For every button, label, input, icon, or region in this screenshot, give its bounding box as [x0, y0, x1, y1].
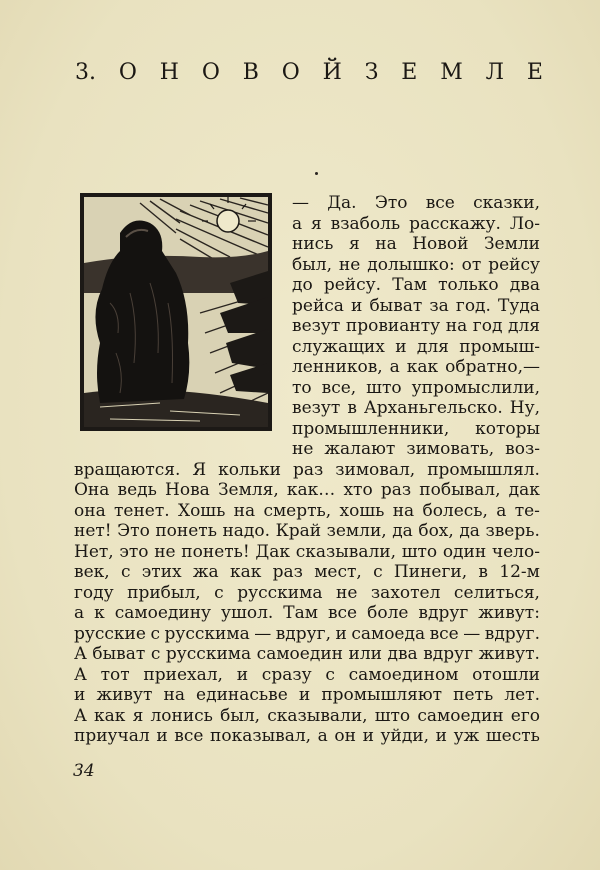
- text-line: А тот приехал, и сразу с самоедином отошли: [74, 664, 540, 685]
- text-line: году прибыл, с русскима не захотел селиться,: [74, 582, 540, 603]
- chapter-title-letter: Е: [526, 60, 543, 85]
- text-line: она тенет. Хошь на смерть, хошь на болесь, а те-: [74, 500, 540, 521]
- text-line: ленников, а как обратно,—: [292, 357, 540, 377]
- text-line: нет! Это понеть надо. Край земли, да бох, да зверь.: [74, 521, 540, 541]
- text-line: везут провианту на год для: [292, 316, 540, 336]
- text-line: а я взаболь расскажу. Ло-: [292, 213, 540, 234]
- chapter-title-letter: О: [281, 60, 300, 85]
- text-line: не жалают зимовать, воз-: [292, 439, 540, 459]
- woodcut-figure-in-snow-with-sun-icon: [80, 193, 272, 431]
- text-line: нись я на Новой Земли: [292, 234, 540, 254]
- chapter-title-letter: 3.: [75, 60, 96, 85]
- text-line: вращаются. Я кольки раз зимовал, промышлял.: [74, 459, 540, 480]
- chapter-title-letter: В: [242, 60, 259, 85]
- chapter-title-letter: З: [364, 60, 379, 85]
- text-line: промышленники, которы: [292, 418, 540, 439]
- text-line: а к самоедину ушол. Там все боле вдруг живут:: [74, 603, 540, 623]
- text-line: Нет, это не понеть! Дак сказывали, што один чело-: [74, 541, 540, 562]
- ornament-dot: [315, 172, 318, 175]
- chapter-title-letter: Н: [159, 60, 179, 85]
- text-line: век, с этих жа как раз мест, с Пинеги, в 12-м: [74, 562, 540, 582]
- text-line: А быват с русскима самоедин или два вдруг живут.: [74, 644, 540, 664]
- text-line: то все, што упромыслили,: [292, 377, 540, 398]
- text-line: был, не долышко: от рейсу: [292, 254, 540, 275]
- chapter-title-letter: О: [201, 60, 220, 85]
- page-number: 34: [73, 760, 95, 781]
- text-line: рейса и быват за год. Туда: [292, 295, 540, 316]
- text-line: везут в Арханьгельско. Ну,: [292, 398, 540, 418]
- chapter-title-letter: М: [440, 60, 463, 85]
- text-line: приучал и все показывал, а он и уйди, и уж шесть: [74, 726, 540, 746]
- chapter-title-letter: Е: [401, 60, 418, 85]
- text-line: А как я лонись был, сказывали, што самоедин его: [74, 705, 540, 726]
- chapter-title-letter: О: [118, 60, 137, 85]
- text-line: Она ведь Нова Земля, как… хто раз побывал, дак: [74, 480, 540, 500]
- text-line: — Да. Это все сказки,: [292, 193, 540, 213]
- chapter-title-letter: Й: [322, 60, 342, 85]
- text-line: русские с русскима — вдруг, и самоеда все — вдруг.: [74, 623, 540, 644]
- chapter-title-letter: Л: [485, 60, 504, 85]
- chapter-title: [75, 60, 543, 85]
- text-line: и живут на единасьве и промышляют петь лет.: [74, 685, 540, 705]
- text-line: до рейсу. Там только два: [292, 275, 540, 295]
- text-line: служащих и для промыш-: [292, 336, 540, 357]
